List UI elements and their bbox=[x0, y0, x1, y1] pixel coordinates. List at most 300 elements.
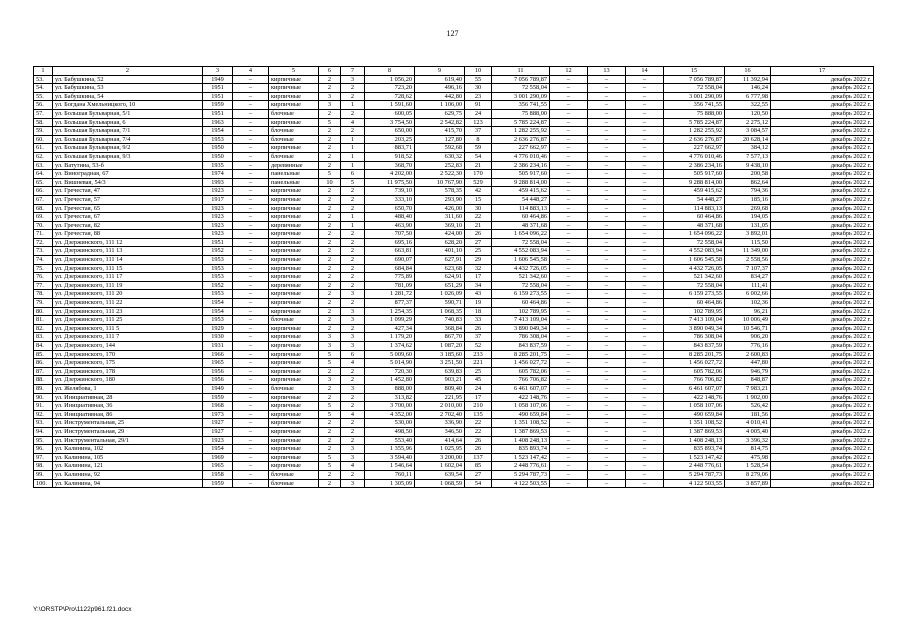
cost-local-cell: – bbox=[626, 436, 664, 445]
address-cell: ул. Инструментальная, 25 bbox=[53, 419, 203, 428]
cost-local-cell: – bbox=[626, 410, 664, 419]
floors-cell: 10 bbox=[319, 178, 341, 187]
cost-federal-cell: – bbox=[550, 299, 588, 308]
total-area-cell: 723,20 bbox=[365, 84, 415, 93]
completion-date-cell: декабрь 2022 г. bbox=[771, 195, 874, 204]
wall-material-cell: кирпичные bbox=[269, 410, 319, 419]
cost-owners-cell: 1 387 869,53 bbox=[664, 427, 725, 436]
year-built-cell: 1954 bbox=[203, 445, 233, 454]
table-row bbox=[34, 187, 874, 196]
table-row bbox=[34, 470, 874, 479]
cost-regional-cell: – bbox=[588, 178, 626, 187]
cost-local-cell: – bbox=[626, 281, 664, 290]
cost-regional-cell: – bbox=[588, 410, 626, 419]
table-row bbox=[34, 178, 874, 187]
year-built-cell: 1953 bbox=[203, 264, 233, 273]
file-path-footer: Y:\ORSTP\Pro\1122p961.f21.docx bbox=[33, 606, 132, 613]
wall-material-cell: кирпичные bbox=[269, 230, 319, 239]
entrances-cell: 2 bbox=[341, 127, 365, 136]
cost-owners-cell: 1 282 255,92 bbox=[664, 127, 725, 136]
address-cell: ул. Дзержинского, 111 19 bbox=[53, 281, 203, 290]
living-area-cell: 3 200,00 bbox=[415, 453, 465, 462]
address-cell: ул. Богдана Хмельницкого, 10 bbox=[53, 101, 203, 110]
cost-owners-cell: 5 785 224,87 bbox=[664, 118, 725, 127]
completion-date-cell: декабрь 2022 г. bbox=[771, 256, 874, 265]
table-body bbox=[34, 67, 874, 488]
floors-cell: 5 bbox=[319, 359, 341, 368]
completion-date-cell: декабрь 2022 г. bbox=[771, 453, 874, 462]
cost-regional-cell: – bbox=[588, 307, 626, 316]
entrances-cell: 3 bbox=[341, 290, 365, 299]
cost-total-cell: 3 890 049,34 bbox=[492, 324, 550, 333]
cost-federal-cell: – bbox=[550, 230, 588, 239]
year-reconstruction-cell: – bbox=[233, 402, 269, 411]
total-area-cell: 3 594,40 bbox=[365, 453, 415, 462]
wall-material-cell: кирпичные bbox=[269, 350, 319, 359]
year-reconstruction-cell: – bbox=[233, 453, 269, 462]
total-area-cell: 775,89 bbox=[365, 273, 415, 282]
cost-federal-cell: – bbox=[550, 350, 588, 359]
row-number-cell: 75. bbox=[34, 264, 53, 273]
residents-cell: 210 bbox=[465, 402, 492, 411]
address-cell: ул. Ватутина, 53-б bbox=[53, 161, 203, 170]
year-built-cell: 1966 bbox=[203, 350, 233, 359]
completion-date-cell: декабрь 2022 г. bbox=[771, 333, 874, 342]
wall-material-cell: кирпичные bbox=[269, 393, 319, 402]
cost-per-sqm-cell: 2 558,56 bbox=[725, 256, 771, 265]
address-cell: ул. Дзержинского, 111 12 bbox=[53, 238, 203, 247]
table-row bbox=[34, 144, 874, 153]
cost-local-cell: – bbox=[626, 213, 664, 222]
table-row bbox=[34, 402, 874, 411]
floors-cell: 2 bbox=[319, 316, 341, 325]
cost-per-sqm-cell: 834,27 bbox=[725, 273, 771, 282]
cost-federal-cell: – bbox=[550, 419, 588, 428]
cost-local-cell: – bbox=[626, 256, 664, 265]
cost-per-sqm-cell: 447,80 bbox=[725, 359, 771, 368]
address-cell: ул. Большая Бульварная, 9/3 bbox=[53, 152, 203, 161]
cost-local-cell: – bbox=[626, 247, 664, 256]
table-row bbox=[34, 281, 874, 290]
address-cell: ул. Инициативная, 36 bbox=[53, 402, 203, 411]
floors-cell: 3 bbox=[319, 376, 341, 385]
row-number-cell: 86. bbox=[34, 359, 53, 368]
total-area-cell: 3 700,00 bbox=[365, 402, 415, 411]
cost-regional-cell: – bbox=[588, 333, 626, 342]
floors-cell: 2 bbox=[319, 470, 341, 479]
cost-federal-cell: – bbox=[550, 436, 588, 445]
year-reconstruction-cell: – bbox=[233, 238, 269, 247]
table-row bbox=[34, 109, 874, 118]
cost-regional-cell: – bbox=[588, 144, 626, 153]
cost-total-cell: 786 308,04 bbox=[492, 333, 550, 342]
completion-date-cell: декабрь 2022 г. bbox=[771, 238, 874, 247]
entrances-cell: 4 bbox=[341, 462, 365, 471]
table-row bbox=[34, 324, 874, 333]
living-area-cell: 1 068,59 bbox=[415, 479, 465, 488]
wall-material-cell: панельные bbox=[269, 170, 319, 179]
cost-owners-cell: 72 558,04 bbox=[664, 84, 725, 93]
living-area-cell: 10 767,90 bbox=[415, 178, 465, 187]
floors-cell: 5 bbox=[319, 170, 341, 179]
residents-cell: 55 bbox=[465, 75, 492, 84]
total-area-cell: 4 352,00 bbox=[365, 410, 415, 419]
row-number-cell: 66. bbox=[34, 187, 53, 196]
wall-material-cell: блочные bbox=[269, 470, 319, 479]
total-area-cell: 918,52 bbox=[365, 152, 415, 161]
entrances-cell: 3 bbox=[341, 316, 365, 325]
residents-cell: 59 bbox=[465, 144, 492, 153]
entrances-cell: 3 bbox=[341, 307, 365, 316]
entrances-cell: 2 bbox=[341, 427, 365, 436]
completion-date-cell: декабрь 2022 г. bbox=[771, 427, 874, 436]
entrances-cell: 4 bbox=[341, 118, 365, 127]
table-row bbox=[34, 230, 874, 239]
wall-material-cell: кирпичные bbox=[269, 84, 319, 93]
floors-cell: 5 bbox=[319, 402, 341, 411]
total-area-cell: 1 099,29 bbox=[365, 316, 415, 325]
column-number-row bbox=[34, 67, 874, 76]
living-area-cell: 3 251,50 bbox=[415, 359, 465, 368]
cost-owners-cell: 766 706,82 bbox=[664, 376, 725, 385]
cost-local-cell: – bbox=[626, 221, 664, 230]
wall-material-cell: кирпичные bbox=[269, 144, 319, 153]
completion-date-cell: декабрь 2022 г. bbox=[771, 204, 874, 213]
total-area-cell: 1 281,72 bbox=[365, 290, 415, 299]
cost-local-cell: – bbox=[626, 230, 664, 239]
residents-cell: 24 bbox=[465, 384, 492, 393]
cost-local-cell: – bbox=[626, 307, 664, 316]
column-header: 4 bbox=[233, 67, 269, 76]
completion-date-cell: декабрь 2022 г. bbox=[771, 135, 874, 144]
address-cell: ул. Бабушкина, 52 bbox=[53, 75, 203, 84]
cost-total-cell: 459 415,62 bbox=[492, 187, 550, 196]
year-built-cell: 1949 bbox=[203, 75, 233, 84]
cost-per-sqm-cell: 20 628,14 bbox=[725, 135, 771, 144]
entrances-cell: 2 bbox=[341, 195, 365, 204]
completion-date-cell: декабрь 2022 г. bbox=[771, 419, 874, 428]
year-built-cell: 1956 bbox=[203, 367, 233, 376]
cost-federal-cell: – bbox=[550, 393, 588, 402]
address-cell: ул. Гречестая, 65 bbox=[53, 204, 203, 213]
floors-cell: 3 bbox=[319, 92, 341, 101]
cost-owners-cell: 2 386 234,16 bbox=[664, 161, 725, 170]
cost-regional-cell: – bbox=[588, 350, 626, 359]
year-reconstruction-cell: – bbox=[233, 470, 269, 479]
cost-local-cell: – bbox=[626, 350, 664, 359]
table-row bbox=[34, 273, 874, 282]
entrances-cell: 1 bbox=[341, 101, 365, 110]
table-row bbox=[34, 299, 874, 308]
cost-total-cell: 48 371,68 bbox=[492, 221, 550, 230]
cost-local-cell: – bbox=[626, 299, 664, 308]
cost-owners-cell: 786 308,04 bbox=[664, 333, 725, 342]
table-row bbox=[34, 307, 874, 316]
cost-regional-cell: – bbox=[588, 221, 626, 230]
living-area-cell: 740,83 bbox=[415, 316, 465, 325]
year-built-cell: 1953 bbox=[203, 316, 233, 325]
cost-owners-cell: 2 448 776,61 bbox=[664, 462, 725, 471]
floors-cell: 2 bbox=[319, 127, 341, 136]
table-row bbox=[34, 256, 874, 265]
row-number-cell: 96. bbox=[34, 445, 53, 454]
cost-federal-cell: – bbox=[550, 170, 588, 179]
cost-total-cell: 490 659,84 bbox=[492, 410, 550, 419]
cost-owners-cell: 1 456 027,72 bbox=[664, 359, 725, 368]
living-area-cell: 1 025,95 bbox=[415, 445, 465, 454]
row-number-cell: 80. bbox=[34, 307, 53, 316]
cost-owners-cell: 356 741,55 bbox=[664, 101, 725, 110]
cost-per-sqm-cell: 146,24 bbox=[725, 84, 771, 93]
column-header: 12 bbox=[550, 67, 588, 76]
cost-per-sqm-cell: 4 005,40 bbox=[725, 427, 771, 436]
wall-material-cell: кирпичные bbox=[269, 307, 319, 316]
cost-total-cell: 605 782,06 bbox=[492, 367, 550, 376]
total-area-cell: 5 009,60 bbox=[365, 350, 415, 359]
floors-cell: 3 bbox=[319, 342, 341, 351]
row-number-cell: 53. bbox=[34, 75, 53, 84]
entrances-cell: 4 bbox=[341, 410, 365, 419]
residents-cell: 15 bbox=[465, 195, 492, 204]
address-cell: ул. Бабушкина, 54 bbox=[53, 92, 203, 101]
entrances-cell: 2 bbox=[341, 367, 365, 376]
cost-local-cell: – bbox=[626, 402, 664, 411]
row-number-cell: 76. bbox=[34, 273, 53, 282]
row-number-cell: 97. bbox=[34, 453, 53, 462]
floors-cell: 2 bbox=[319, 144, 341, 153]
row-number-cell: 59. bbox=[34, 127, 53, 136]
cost-local-cell: – bbox=[626, 75, 664, 84]
table-row bbox=[34, 152, 874, 161]
row-number-cell: 78. bbox=[34, 290, 53, 299]
cost-per-sqm-cell: 10 006,49 bbox=[725, 316, 771, 325]
cost-per-sqm-cell: 8 279,06 bbox=[725, 470, 771, 479]
total-area-cell: 888,00 bbox=[365, 384, 415, 393]
residents-cell: 26 bbox=[465, 324, 492, 333]
address-cell: ул. Дзержинского, 111 13 bbox=[53, 247, 203, 256]
completion-date-cell: декабрь 2022 г. bbox=[771, 170, 874, 179]
cost-owners-cell: 4 122 503,55 bbox=[664, 479, 725, 488]
residents-cell: 26 bbox=[465, 436, 492, 445]
wall-material-cell: кирпичные bbox=[269, 256, 319, 265]
cost-per-sqm-cell: 322,55 bbox=[725, 101, 771, 110]
year-reconstruction-cell: – bbox=[233, 118, 269, 127]
total-area-cell: 1 254,35 bbox=[365, 307, 415, 316]
cost-local-cell: – bbox=[626, 109, 664, 118]
year-reconstruction-cell: – bbox=[233, 178, 269, 187]
cost-per-sqm-cell: 11 349,00 bbox=[725, 247, 771, 256]
year-reconstruction-cell: – bbox=[233, 264, 269, 273]
cost-total-cell: 6 461 607,07 bbox=[492, 384, 550, 393]
cost-local-cell: – bbox=[626, 84, 664, 93]
entrances-cell: 2 bbox=[341, 187, 365, 196]
address-cell: ул. Дзержинского, 111 14 bbox=[53, 256, 203, 265]
completion-date-cell: декабрь 2022 г. bbox=[771, 144, 874, 153]
living-area-cell: 336,90 bbox=[415, 419, 465, 428]
entrances-cell: 2 bbox=[341, 204, 365, 213]
cost-regional-cell: – bbox=[588, 230, 626, 239]
residents-cell: 27 bbox=[465, 470, 492, 479]
residents-cell: 37 bbox=[465, 127, 492, 136]
cost-total-cell: 54 448,27 bbox=[492, 195, 550, 204]
floors-cell: 2 bbox=[319, 290, 341, 299]
year-built-cell: 1953 bbox=[203, 273, 233, 282]
entrances-cell: 3 bbox=[341, 445, 365, 454]
table-row bbox=[34, 101, 874, 110]
cost-regional-cell: – bbox=[588, 264, 626, 273]
cost-total-cell: 356 741,55 bbox=[492, 101, 550, 110]
year-reconstruction-cell: – bbox=[233, 75, 269, 84]
completion-date-cell: декабрь 2022 г. bbox=[771, 350, 874, 359]
year-reconstruction-cell: – bbox=[233, 92, 269, 101]
residents-cell: 24 bbox=[465, 109, 492, 118]
year-built-cell: 1951 bbox=[203, 84, 233, 93]
cost-federal-cell: – bbox=[550, 376, 588, 385]
row-number-cell: 95. bbox=[34, 436, 53, 445]
entrances-cell: 2 bbox=[341, 436, 365, 445]
completion-date-cell: декабрь 2022 г. bbox=[771, 109, 874, 118]
cost-per-sqm-cell: 526,42 bbox=[725, 402, 771, 411]
total-area-cell: 368,70 bbox=[365, 161, 415, 170]
cost-local-cell: – bbox=[626, 462, 664, 471]
total-area-cell: 684,84 bbox=[365, 264, 415, 273]
cost-owners-cell: 4 776 010,46 bbox=[664, 152, 725, 161]
cost-owners-cell: 521 342,60 bbox=[664, 273, 725, 282]
column-header: 13 bbox=[588, 67, 626, 76]
row-number-cell: 55. bbox=[34, 92, 53, 101]
year-reconstruction-cell: – bbox=[233, 221, 269, 230]
table-row bbox=[34, 290, 874, 299]
cost-regional-cell: – bbox=[588, 393, 626, 402]
cost-regional-cell: – bbox=[588, 84, 626, 93]
residents-cell: 37 bbox=[465, 333, 492, 342]
cost-regional-cell: – bbox=[588, 462, 626, 471]
completion-date-cell: декабрь 2022 г. bbox=[771, 187, 874, 196]
cost-total-cell: 72 558,04 bbox=[492, 281, 550, 290]
completion-date-cell: декабрь 2022 г. bbox=[771, 161, 874, 170]
address-cell: ул. Гречестая, 57 bbox=[53, 195, 203, 204]
living-area-cell: 1 602,04 bbox=[415, 462, 465, 471]
residents-cell: 27 bbox=[465, 238, 492, 247]
cost-federal-cell: – bbox=[550, 470, 588, 479]
residents-cell: 34 bbox=[465, 281, 492, 290]
entrances-cell: 1 bbox=[341, 144, 365, 153]
cost-per-sqm-cell: 7 983,21 bbox=[725, 384, 771, 393]
total-area-cell: 3 754,50 bbox=[365, 118, 415, 127]
year-built-cell: 1952 bbox=[203, 247, 233, 256]
cost-federal-cell: – bbox=[550, 281, 588, 290]
residents-cell: 45 bbox=[465, 376, 492, 385]
cost-federal-cell: – bbox=[550, 204, 588, 213]
table-row bbox=[34, 445, 874, 454]
completion-date-cell: декабрь 2022 г. bbox=[771, 127, 874, 136]
table-row bbox=[34, 462, 874, 471]
year-built-cell: 1956 bbox=[203, 376, 233, 385]
cost-federal-cell: – bbox=[550, 127, 588, 136]
table-row bbox=[34, 170, 874, 179]
year-built-cell: 1950 bbox=[203, 144, 233, 153]
year-reconstruction-cell: – bbox=[233, 256, 269, 265]
year-reconstruction-cell: – bbox=[233, 316, 269, 325]
living-area-cell: 415,70 bbox=[415, 127, 465, 136]
floors-cell: 2 bbox=[319, 204, 341, 213]
cost-regional-cell: – bbox=[588, 427, 626, 436]
year-reconstruction-cell: – bbox=[233, 273, 269, 282]
floors-cell: 2 bbox=[319, 247, 341, 256]
entrances-cell: 3 bbox=[341, 384, 365, 393]
living-area-cell: 496,16 bbox=[415, 84, 465, 93]
year-reconstruction-cell: – bbox=[233, 109, 269, 118]
residents-cell: 26 bbox=[465, 230, 492, 239]
residents-cell: 19 bbox=[465, 299, 492, 308]
cost-per-sqm-cell: 3 892,01 bbox=[725, 230, 771, 239]
cost-owners-cell: 4 432 726,05 bbox=[664, 264, 725, 273]
cost-owners-cell: 835 893,74 bbox=[664, 445, 725, 454]
residents-cell: 170 bbox=[465, 170, 492, 179]
living-area-cell: 293,90 bbox=[415, 195, 465, 204]
wall-material-cell: кирпичные bbox=[269, 187, 319, 196]
residents-cell: 233 bbox=[465, 350, 492, 359]
cost-federal-cell: – bbox=[550, 144, 588, 153]
year-reconstruction-cell: – bbox=[233, 144, 269, 153]
year-reconstruction-cell: – bbox=[233, 247, 269, 256]
cost-federal-cell: – bbox=[550, 152, 588, 161]
completion-date-cell: декабрь 2022 г. bbox=[771, 470, 874, 479]
cost-local-cell: – bbox=[626, 204, 664, 213]
residents-cell: 30 bbox=[465, 84, 492, 93]
living-area-cell: 1 068,35 bbox=[415, 307, 465, 316]
entrances-cell: 1 bbox=[341, 161, 365, 170]
address-cell: ул. Дзержинского, 170 bbox=[53, 350, 203, 359]
entrances-cell: 2 bbox=[341, 393, 365, 402]
cost-regional-cell: – bbox=[588, 419, 626, 428]
completion-date-cell: декабрь 2022 г. bbox=[771, 402, 874, 411]
year-built-cell: 1951 bbox=[203, 92, 233, 101]
cost-regional-cell: – bbox=[588, 161, 626, 170]
completion-date-cell: декабрь 2022 г. bbox=[771, 273, 874, 282]
row-number-cell: 83. bbox=[34, 333, 53, 342]
residents-cell: 22 bbox=[465, 427, 492, 436]
residents-cell: 54 bbox=[465, 152, 492, 161]
wall-material-cell: кирпичные bbox=[269, 299, 319, 308]
cost-total-cell: 2 448 776,61 bbox=[492, 462, 550, 471]
cost-regional-cell: – bbox=[588, 273, 626, 282]
completion-date-cell: декабрь 2022 г. bbox=[771, 299, 874, 308]
cost-regional-cell: – bbox=[588, 402, 626, 411]
cost-owners-cell: 1 654 096,22 bbox=[664, 230, 725, 239]
completion-date-cell: декабрь 2022 г. bbox=[771, 342, 874, 351]
address-cell: ул. Дзержинского, 111 7 bbox=[53, 333, 203, 342]
table-row bbox=[34, 247, 874, 256]
row-number-cell: 70. bbox=[34, 221, 53, 230]
total-area-cell: 1 179,20 bbox=[365, 333, 415, 342]
total-area-cell: 4 202,00 bbox=[365, 170, 415, 179]
total-area-cell: 600,05 bbox=[365, 109, 415, 118]
row-number-cell: 56. bbox=[34, 101, 53, 110]
completion-date-cell: декабрь 2022 г. bbox=[771, 290, 874, 299]
floors-cell: 2 bbox=[319, 393, 341, 402]
floors-cell: 2 bbox=[319, 75, 341, 84]
cost-federal-cell: – bbox=[550, 195, 588, 204]
year-reconstruction-cell: – bbox=[233, 393, 269, 402]
cost-federal-cell: – bbox=[550, 238, 588, 247]
cost-total-cell: 1 408 248,13 bbox=[492, 436, 550, 445]
living-area-cell: 424,00 bbox=[415, 230, 465, 239]
wall-material-cell: кирпичные bbox=[269, 101, 319, 110]
entrances-cell: 2 bbox=[341, 470, 365, 479]
year-built-cell: 1949 bbox=[203, 384, 233, 393]
living-area-cell: 624,91 bbox=[415, 273, 465, 282]
